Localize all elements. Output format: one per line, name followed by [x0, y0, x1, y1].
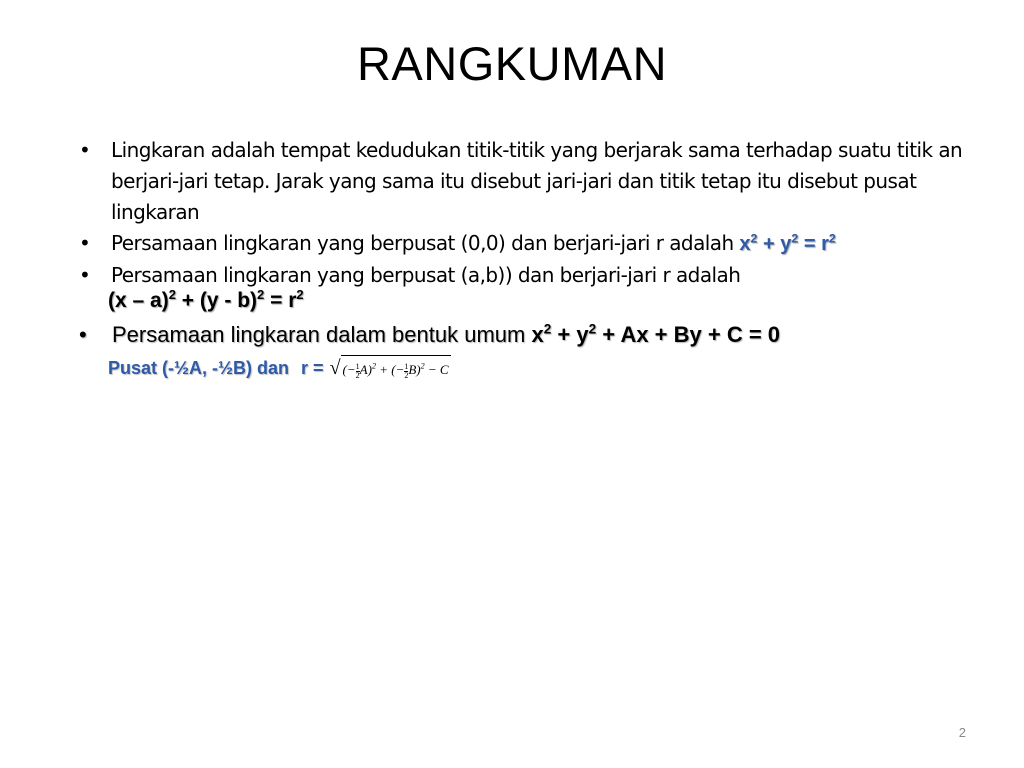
center-radius-line — [108, 353, 451, 383]
bullet-marker: • — [79, 322, 87, 347]
bullet-center-ab — [77, 260, 977, 291]
bullet-list — [77, 135, 977, 291]
center-ab-text: Persamaan lingkaran yang berpusat (a,b)) dan berjari-jari r adalah — [111, 263, 741, 287]
slide-title: RANGKUMAN — [356, 37, 668, 90]
radius-label: r = — [301, 358, 324, 378]
page-number: 2 — [958, 725, 966, 740]
fraction-half: $\frac{1}{2}$ — [404, 361, 409, 380]
bullet-center-origin — [77, 228, 977, 260]
center-text: Pusat (-½A, -½B) dan — [108, 358, 290, 378]
center-origin-text: Persamaan lingkaran yang berpusat (0,0) dan berjari-jari r adalah — [111, 231, 740, 255]
radius-formula — [330, 353, 451, 383]
general-form-text: Persamaan lingkaran dalam bentuk umum — [112, 322, 532, 347]
definition-text: Lingkaran adalah tempat kedudukan titik-titik yang berjarak sama terhadap suatu titik an berjari-jari tetap. Jarak yang sama itu disebut jari-jari dan titik tetap itu disebut pusat lingkaran — [111, 138, 963, 224]
center-ab-equation: $(x - a)^2 + (y - b)^2 = r^2$ — [108, 287, 304, 312]
square-root-icon: √ — [329, 357, 341, 379]
bullet-marker: • — [79, 231, 91, 255]
bullet-marker: • — [79, 263, 91, 287]
bullet-general-form — [79, 320, 780, 350]
bullet-definition — [77, 135, 977, 228]
bullet-marker: • — [79, 138, 91, 162]
general-form-equation: $x^2 + y^2 + Ax + By + C = 0$ — [531, 321, 781, 347]
fraction-half: $\frac{1}{2}$ — [355, 361, 360, 380]
origin-circle-equation: $x^2 + y^2 = r^2$ — [739, 231, 836, 255]
radicand: (− $\frac{1}{2}$ A)$^2$ + (− $\frac{1}{2}$ B)$^2$ − C — [341, 355, 451, 383]
